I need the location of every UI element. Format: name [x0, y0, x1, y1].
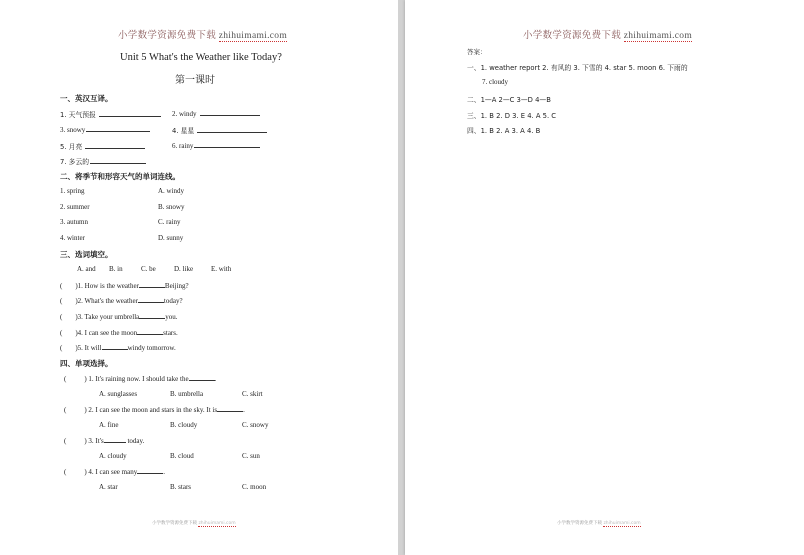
- word-option: E. with: [211, 265, 232, 273]
- answer-line: 三、1. B 2. D 3. E 4. A 5. C: [467, 112, 557, 120]
- match-left-item[interactable]: 1. spring: [60, 187, 85, 195]
- word-option: B. in: [109, 265, 123, 273]
- mc-question[interactable]: ( ) 4. I can see many .: [64, 468, 165, 476]
- mc-option[interactable]: A. fine: [99, 421, 119, 429]
- header-site[interactable]: zhihuimami.com: [218, 31, 288, 41]
- mc-option[interactable]: B. stars: [170, 483, 191, 491]
- s1-item: 6. rainy: [172, 141, 260, 150]
- word-option: D. like: [174, 265, 194, 273]
- mc-question[interactable]: ( ) 2. I can see the moon and stars in the sky. It is .: [64, 406, 245, 414]
- fill-question[interactable]: ( )2. What's the weather today?: [60, 297, 183, 305]
- page-subtitle: 第一课时: [175, 75, 215, 86]
- section-1-heading: 一、英汉互译。: [60, 94, 113, 103]
- word-option: A. and: [77, 265, 96, 273]
- page-header: [118, 27, 287, 41]
- page-footer: 小学数学资源免费下载 zhihuimami.com: [557, 521, 641, 526]
- page-header: [523, 27, 692, 41]
- answer-line: 二、1—A 2—C 3—D 4—B: [467, 96, 551, 104]
- mc-option[interactable]: B. umbrella: [170, 390, 204, 398]
- header-text: 小学数学资源免费下载: [118, 31, 217, 41]
- fill-question[interactable]: ( )4. I can see the moon stars.: [60, 329, 178, 337]
- fill-question[interactable]: ( )1. How is the weather Beijing?: [60, 282, 189, 290]
- match-right-item[interactable]: D. sunny: [158, 234, 184, 242]
- answer-label: 答案：: [467, 48, 487, 56]
- mc-option[interactable]: A. cloudy: [99, 452, 127, 460]
- page-left: [0, 0, 398, 555]
- page-footer: 小学数学资源免费下载 zhihuimami.com: [152, 521, 236, 526]
- mc-option[interactable]: C. snowy: [242, 421, 269, 429]
- s1-item: 2. windy: [172, 109, 260, 118]
- s1-item: 1. 天气预报: [60, 109, 161, 119]
- section-3-heading: 三、选词填空。: [60, 250, 113, 259]
- match-left-item[interactable]: 2. summer: [60, 203, 90, 211]
- section-4-heading: 四、单项选择。: [60, 359, 113, 368]
- mc-question[interactable]: ( ) 3. It's today.: [64, 437, 145, 445]
- mc-option[interactable]: C. moon: [242, 483, 267, 491]
- page-right: [405, 0, 804, 555]
- page-title: Unit 5 What's the Weather like Today?: [120, 52, 282, 63]
- header-text: 小学数学资源免费下载: [523, 31, 622, 41]
- mc-option[interactable]: A. star: [99, 483, 118, 491]
- fill-question[interactable]: ( )3. Take your umbrella you.: [60, 313, 178, 321]
- match-left-item[interactable]: 3. autumn: [60, 218, 88, 226]
- match-right-item[interactable]: C. rainy: [158, 218, 181, 226]
- word-option: C. be: [141, 265, 156, 273]
- mc-option[interactable]: C. sun: [242, 452, 260, 460]
- match-right-item[interactable]: A. windy: [158, 187, 185, 195]
- section-2-heading: 二、将季节和形容天气的单词连线。: [60, 172, 180, 181]
- page-gap: [398, 0, 405, 555]
- answer-line: 7. cloudy: [482, 78, 509, 86]
- fill-question[interactable]: ( )5. It will windy tomorrow.: [60, 344, 176, 352]
- mc-option[interactable]: C. skirt: [242, 390, 263, 398]
- s1-item: 7. 多云的: [60, 156, 146, 166]
- answer-line: 一、1. weather report 2. 有风的 3. 下雪的 4. star 5. moon 6. 下雨的: [467, 64, 688, 72]
- mc-question[interactable]: ( ) 1. It's raining now. I should take the .: [64, 375, 217, 383]
- mc-option[interactable]: A. sunglasses: [99, 390, 138, 398]
- s1-item: 3. snowy: [60, 125, 150, 134]
- s1-item: 5. 月亮: [60, 141, 145, 151]
- s1-item: 4. 星星: [172, 125, 267, 135]
- mc-option[interactable]: B. cloudy: [170, 421, 198, 429]
- header-site[interactable]: zhihuimami.com: [623, 31, 693, 41]
- mc-option[interactable]: B. cloud: [170, 452, 194, 460]
- match-right-item[interactable]: B. snowy: [158, 203, 185, 211]
- answer-line: 四、1. B 2. A 3. A 4. B: [467, 127, 541, 135]
- match-left-item[interactable]: 4. winter: [60, 234, 85, 242]
